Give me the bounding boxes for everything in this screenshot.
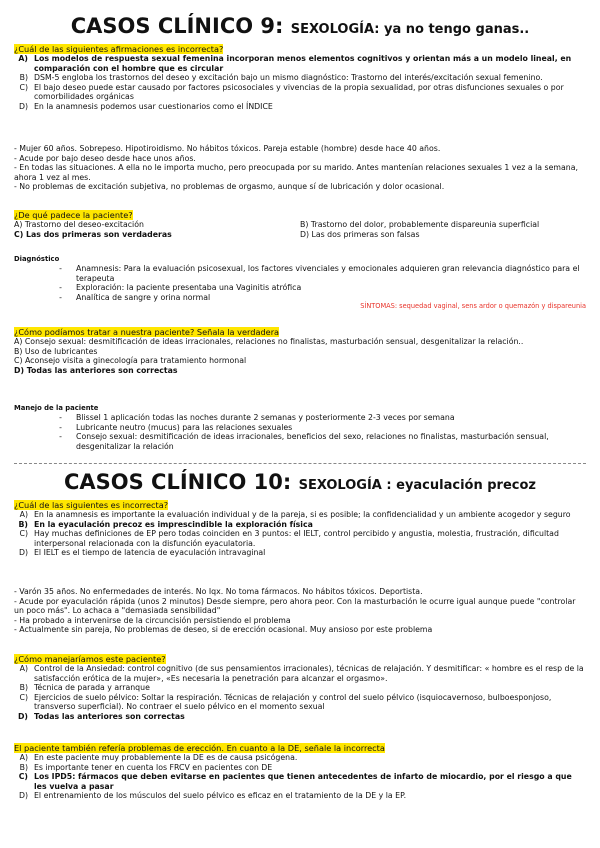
management-heading: Manejo de la paciente (14, 404, 99, 412)
case10-history (0, 587, 600, 635)
case9-q3-option: A) Consejo sexual: desmitificación de ideas irracionales, relaciones no finalistas, masturbación sensual, desgenitalizar la relación.. (14, 337, 524, 346)
case9-history-line: - Acude por bajo deseo desde hace unos años. (14, 153, 196, 163)
case10-q1-option-a: A) En la anamnesis es importante la evaluación individual y de la pareja, si es posible; la confidencialidad y un ambiente acogedor y seguro (19, 510, 571, 519)
management-item: - Lubricante neutro (mucus) para las relaciones sexuales (59, 422, 293, 432)
case9-q2-option-c: C) Las dos primeras son verdaderas (14, 229, 172, 239)
case9-q2-option-a: A) Trastorno del deseo-excitación (14, 220, 144, 229)
case10-q2-option-c: C) Ejercicios de suelo pélvico: Soltar la respiración. Técnicas de relajación y control del suelo pélvico (isquiocavernoso, bulboesponjoso, transverso superficial). No contraer el suelo pélvico en el momento sexual (19, 692, 552, 712)
case9-q3 (0, 327, 600, 375)
case10-q1 (0, 500, 600, 558)
case10-history-line: - Acude por eyaculación rápida (unos 2 minutos) Desde siempre, pero ahora peor. Con la masturbación le ocurre igual aunque puede "controlar un poco más". Lo achaca a "demasiada sensibilidad" (14, 596, 576, 616)
case10-q3 (0, 743, 600, 801)
case9-q2 (0, 210, 600, 239)
case10-history-line: - Varón 35 años. No enfermedades de interés. No Iqx. No toma fármacos. No hábitos tóxicos. Deportista. (14, 587, 423, 596)
case9-title: CASOS CLÍNICO 9: SEXOLOGÍA: ya no tengo ganas.. (70, 14, 530, 38)
case10-section (0, 470, 600, 498)
case9-q1-option-a: A) Los modelos de respuesta sexual femenina incorporan menos elementos cognitivos y orientan más a un modelo lineal, en comparación con el hombre que es circular (18, 54, 572, 73)
management-item: - Blissel 1 aplicación todas las noches durante 2 semanas y posteriormente 2-3 veces por semana (59, 413, 455, 422)
case9-q1 (0, 44, 600, 112)
case9-section (0, 14, 600, 42)
diagnosis-heading: Diagnóstico (14, 255, 60, 263)
diagnosis-item: - Anamnesis: Para la evaluación psicosexual, los factores vivenciales y emocionales adquieren gran relevancia diagnóstico para el terapeuta (59, 264, 580, 283)
case10-history-line: - Ha probado a intervenirse de la circuncisión persistiendo el problema (14, 615, 291, 625)
case9-management (0, 404, 600, 451)
case9-q2-option-d: D) Las dos primeras son falsas (300, 229, 420, 239)
case10-q3-option-b: B) Es importante tener en cuenta los FRCV en pacientes con DE (19, 762, 273, 772)
diagnosis-item: - Analítica de sangre y orina normal (59, 292, 211, 302)
case10-q1-option-d: D) El IELT es el tiempo de latencia de eyaculación intravaginal (18, 548, 266, 558)
case9-diagnosis (0, 255, 600, 310)
case10-q2-option-a: A) Control de la Ansiedad: control cognitivo (de sus pensamientos irracionales), técnicas de relajación. Y desmitificar: « hombre es el resp de la satisfacción erótica de la mujer», «Es necesaria la penetración para alcanzar el orgasmo». (19, 664, 584, 683)
case9-q1-option-c: C) El bajo deseo puede estar causado por factores psicosociales y vivencias de la propia sexualidad, por otras disfunciones sexuales o por comorbilidades orgánicas (19, 82, 564, 102)
case10-q3-question: El paciente también refería problemas de erección. En cuanto a la DE, señale la incorrecta (14, 743, 385, 753)
section-divider (0, 463, 600, 464)
case10-history-line: - Actualmente sin pareja, No problemas de deseo, si de erección ocasional. Muy ansioso por este problema (14, 625, 433, 635)
case9-q1-option-d: D) En la anamnesis podemos usar cuestionarios como el ÍNDICE (18, 101, 273, 111)
case9-q2-question: ¿De qué padece la paciente? (14, 210, 133, 220)
case9-q1-option-b: B) DSM-5 engloba los trastornos del deseo y excitación bajo un mismo diagnóstico: Trastorno del interés/excitación sexual femenino. (19, 73, 543, 83)
case9-q3-question: ¿Cómo podíamos tratar a nuestra paciente? Señala la verdadera (14, 327, 280, 337)
case9-history-line: - No problemas de excitación subjetiva, no problemas de orgasmo, aunque sí de lubricación y dolor ocasional. (14, 182, 445, 192)
case10-q3-option-d: D) El entrenamiento de los músculos del suelo pélvico es eficaz en el tratamiento de la DE y la EP. (18, 791, 407, 801)
symptoms-note: SÍNTOMAS: sequedad vaginal, sens ardor o quemazón y dispareunia (360, 302, 586, 311)
case9-q3-option: C) Aconsejo visita a ginecología para tratamiento hormonal (14, 356, 247, 366)
case9-history-line: - Mujer 60 años. Sobrepeso. Hipotiroidismo. No hábitos tóxicos. Pareja estable (hombre) desde hace 40 años. (14, 144, 441, 153)
case9-q3-answer: D) Todas las anteriores son correctas (14, 365, 178, 375)
case10-q3-option-a: A) En este paciente muy probablemente la DE es de causa psicógena. (19, 753, 298, 762)
case10-q2-option-d: D) Todas las anteriores son correctas (17, 711, 185, 721)
case9-history (0, 144, 600, 192)
divider-line (14, 463, 586, 464)
diagnosis-item: - Exploración: la paciente presentaba una Vaginitis atrófica (59, 283, 302, 293)
case9-q3-option: B) Uso de lubricantes (14, 346, 98, 356)
case9-q2-option-b: B) Trastorno del dolor, probablemente dispareunia superficial (300, 220, 540, 229)
case10-q1-option-c: C) Hay muchas definiciones de EP pero todas coinciden en 3 puntos: el IELT, control percibido y angustia, molestia, frustración, dificultad interpersonal relacionada con la disfunción eyaculatoria. (19, 529, 559, 548)
case10-q1-question: ¿Cuál de las siguientes es incorrecta? (14, 500, 169, 510)
management-item: - Consejo sexual: desmitificación de ideas irracionales, beneficios del sexo, relaciones no finalistas, masturbación sensual, desgenitalizar la relación (59, 432, 549, 451)
case10-title: CASOS CLÍNICO 10: SEXOLOGÍA : eyaculación precoz (63, 470, 536, 494)
case10-q2-option-b: B) Técnica de parada y arranque (19, 683, 150, 693)
case9-q1-question: ¿Cuál de las siguientes afirmaciones es incorrecta? (14, 44, 224, 54)
case9-history-line: - En todas las situaciones. A ella no le importa mucho, pero preocupada por su marido. Antes mantenían relaciones sexuales 1 vez a la semana, ahora 1 vez al mes. (14, 163, 578, 182)
case10-q2 (0, 654, 600, 722)
case10-q1-option-b: B) En la eyaculación precoz es imprescindible la exploración física (18, 519, 313, 529)
case10-q3-option-c: C) Los IPD5: fármacos que deben evitarse en pacientes que tienen antecedentes de infarto de miocardio, por el riesgo a que les vuelva a pasar (18, 772, 572, 791)
case10-q2-question: ¿Cómo manejaríamos este paciente? (14, 654, 166, 664)
